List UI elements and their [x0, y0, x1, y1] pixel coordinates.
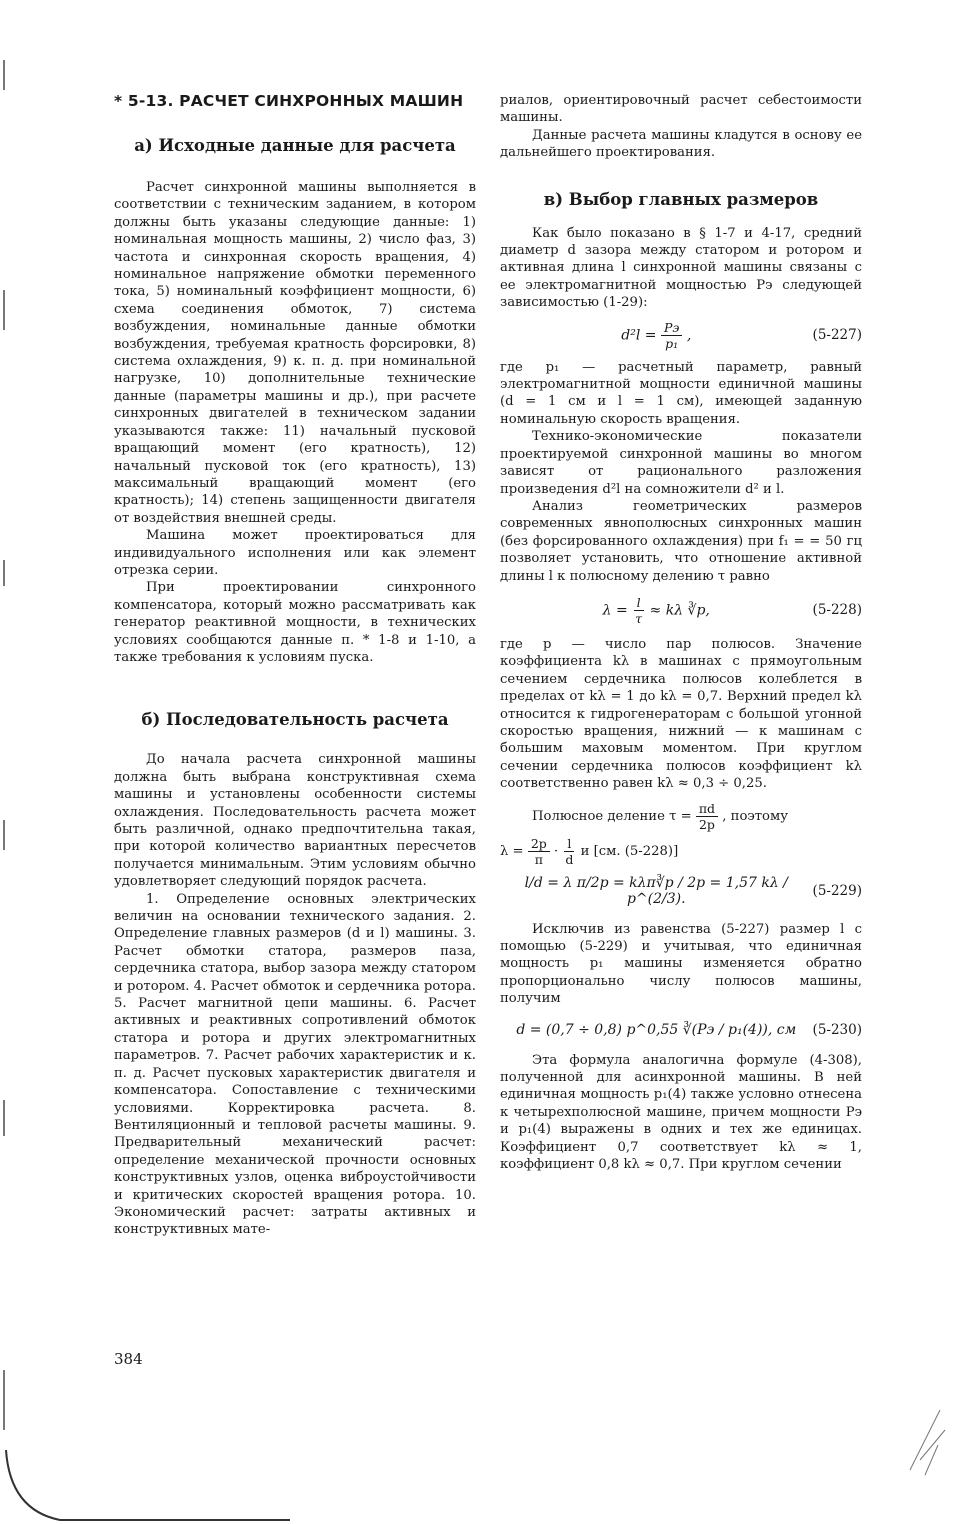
page-number: 384 [114, 1350, 143, 1368]
scan-margin-mark [3, 820, 5, 850]
paragraph: Машина может проектироваться для индивидуального исполнения или как элемент отрезка серии. [114, 528, 476, 578]
paragraph: При проектировании синхронного компенсатора, который можно рассматривать как генератор реактивной мощности, в технических условиях сообщаются данные п. * 1-8 и 1-10, а также требования к условиям пуска. [114, 580, 476, 665]
eq-lhs: d²l = [621, 327, 657, 344]
equation-5-227: d²l = $\frac{Pэ}{\text{p₁}}$ , (5-227) [621, 319, 862, 351]
paragraph: Расчет синхронной машины выполняется в соответствии с техническим заданием, в котором должны быть указаны следующие данные: 1) номинальная мощность машины, 2) число фаз, 3) частота и синхронная скорость вращения, 4) номинальное напряжение обмотки переменного тока, 5) номинальный коэффициент мощности, 6) схема соединения обмоток, 7) система возбуждения, номинальные данные обмотки возбуждения, требуемая кратность форсировки, 8) система охлаждения, 9) к. п. д. при номинальной нагрузке, 10) дополнительные технические данные (параметры машины и др.), при расчете синхронных двигателей в техническом задании указываются также: 11) начальный пусковой вращающий момент (его кратность), 12) начальный пусковой ток (его кратность), 13) максимальный вращающий момент (его кратность); 14) степень защищенности двигателя от воздействия внешней среды. [114, 180, 476, 526]
section-a-title: а) Исходные данные для расчета [134, 136, 456, 155]
paragraph: До начала расчета синхронной машины должна быть выбрана конструктивная схема машины и установлены особенности системы охлаждения. Последовательность расчета может быть различной, однако предпочтительна такая, при которой количество вариантных пересчетов получается минимальным. Этим условиям обычно удовлетворяет следующий порядок расчета. [114, 752, 476, 890]
paragraph: Анализ геометрических размеров современных явнополюсных синхронных машин (без форсированного охлаждения) при f₁ = = 50 гц позволяет установить, что отношение активной длины l к полюсному делению τ равно [500, 498, 862, 584]
equation-label: (5-230) [812, 1021, 862, 1038]
fraction: $\frac{Pэ}{\text{p₁}}$ [661, 320, 682, 351]
paragraph: Технико-экономические показатели проектируемой синхронной машины во многом зависят от рационального разложения произведения d²l на сомножители d² и l. [500, 429, 862, 497]
paragraph: Исключив из равенства (5-227) размер l с помощью (5-229) и учитывая, что единичная мощность p₁ машины изменяется обратно пропорционально числу полюсов машины, получим [500, 921, 862, 1007]
fraction: $\frac{2p}{\pi}$ [528, 836, 550, 867]
paragraph: где p₁ — расчетный параметр, равный электромагнитной мощности единичной машины (d = 1 см и l = 1 см), имеющей заданную номинальную скорость вращения. [500, 359, 862, 427]
equation-label: (5-229) [812, 882, 862, 899]
equation-5-228: λ = $\frac{l}{\tau}$ ≈ kλ ∛p, (5-228) [602, 594, 862, 626]
fraction: $\frac{l}{d}$ [565, 835, 574, 867]
paragraph: Как было показано в § 1-7 и 4-17, средний диаметр d зазора между статором и ротором и активная длина l синхронной машины связаны с ее электромагнитной мощностью Pэ следующей зависимостью (1-29): [500, 225, 862, 311]
scan-corner-stroke [0, 1440, 300, 1524]
section-c-title: в) Выбор главных размеров [543, 189, 819, 209]
equation-5-229: l/d = λ π/2p = kλπ∛p / 2p = 1,57 kλ / p^(2/3). (5-229) [524, 874, 862, 907]
fraction: $\frac{\pi d}{2p}$ [696, 801, 718, 832]
left-column [114, 92, 476, 1239]
scan-margin-mark [3, 1100, 5, 1136]
paragraph: 1. Определение основных электрических величин на основании технического задания. 2. Определение главных размеров (d и l) машины. 3. Расчет обмотки статора, размеров паза, сердечника статора, выбор зазора между статором и ротором. 4. Расчет обмоток и сердечника ротора. 5. Расчет магнитной цепи машины. 6. Расчет активных и реактивных сопротивлений обмоток статора и ротора и других электромагнитных параметров. 7. Расчет рабочих характеристик и к. п. д. Расчет пусковых характеристик двигателя и компенсатора. Сопоставление с техническими условиями. Корректировка расчета. 8. Вентиляционный и тепловой расчеты машины. 9. Предварительный механический расчет: определение механической прочности основных конструктивных узлов, оценка виброустойчивости и критических скоростей вращения ротора. 10. Экономический расчет: затраты активных и конструктивных мате- [114, 891, 476, 1238]
equation-5-230: d = (0,7 ÷ 0,8) p^0,55 ∛(Pэ / p₁(4)), см (5-230) [516, 1021, 862, 1038]
scan-margin-mark [3, 290, 5, 330]
equation-label: (5-228) [812, 602, 862, 619]
lambda-line: λ = $\frac{2p}{\pi}$ · $\frac{l}{d}$ и [см. (5-228)] [500, 835, 679, 867]
paragraph: риалов, ориентировочный расчет себестоимости машины. [500, 93, 862, 126]
paragraph: Эта формула аналогична формуле (4-308), полученной для асинхронной машины. В ней единичная мощность p₁(4) также условно отнесена к четырехполюсной машине, причем мощности Pэ и p₁(4) выражены в одних и тех же единицах. Коэффициент 0,7 соответствует kλ ≈ 1, коэффициент 0,8 kλ ≈ 0,7. При круглом сечении [500, 1052, 862, 1173]
scan-margin-mark [3, 1370, 5, 1430]
scan-margin-mark [3, 60, 5, 90]
right-column [500, 92, 862, 1173]
pole-pitch-line: Полюсное деление τ = $\frac{\pi d}{2p}$ , поэтому [532, 800, 789, 832]
paragraph: где p — число пар полюсов. Значение коэффициента kλ в машинах с прямоугольным сечением сердечника полюсов колеблется в пределах от kλ = 1 до kλ = 0,7. Верхний предел kλ относится к гидрогенераторам с большой угонной скоростью вращения, нижний — к машинам с большим маховым моментом. При круглом сечении сердечника полюсов коэффициент kλ соответственно равен kλ ≈ 0,3 ÷ 0,25. [500, 636, 862, 792]
paragraph: Данные расчета машины кладутся в основу ее дальнейшего проектирования. [500, 127, 862, 161]
scan-margin-mark [3, 560, 5, 586]
fraction: $\frac{l}{\tau}$ [635, 594, 643, 626]
equation-label: (5-227) [812, 327, 862, 344]
chapter-title: * 5-13. РАСЧЕТ СИНХРОННЫХ МАШИН [114, 92, 464, 110]
section-b-title: б) Последовательность расчета [141, 710, 449, 730]
scan-smudge [900, 1400, 950, 1480]
